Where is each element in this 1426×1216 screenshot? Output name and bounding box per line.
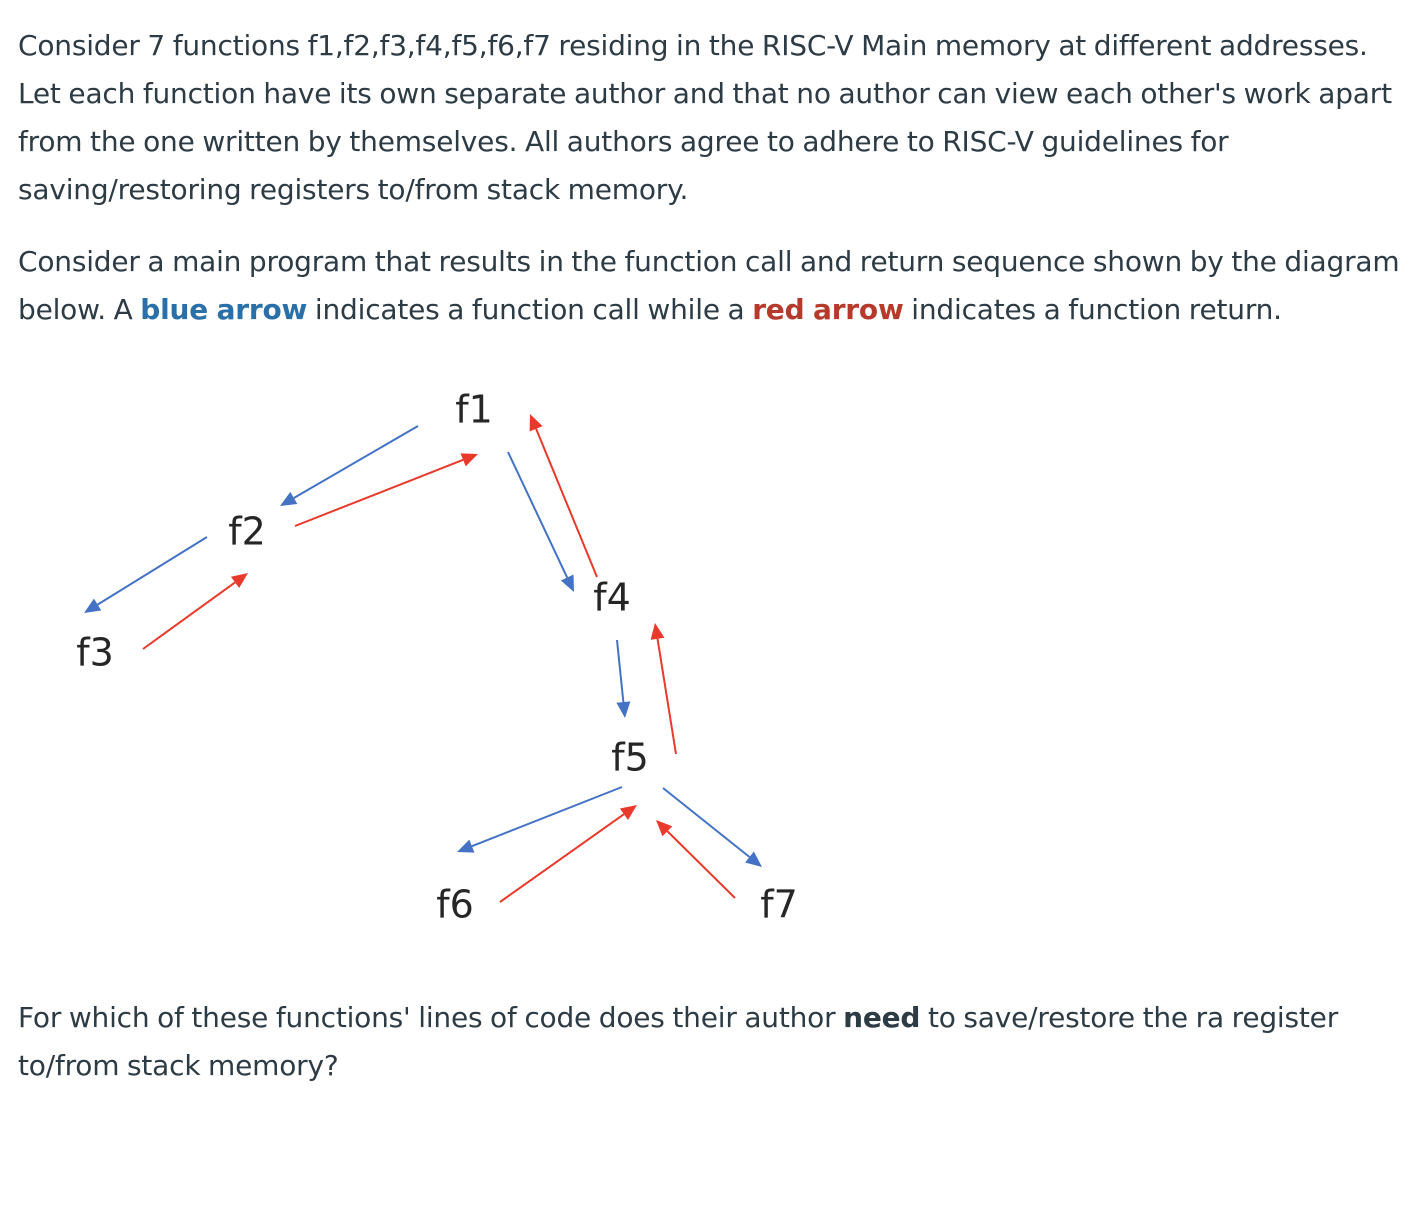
legend-text-middle: indicates a function call while a [307,293,753,326]
call-arrow-f1-to-f4 [508,452,574,592]
return-arrow-f7-to-f5 [656,820,735,898]
node-f6: f6 [436,882,474,927]
question-text-before: For which of these functions' lines of code does their author [18,1001,844,1034]
return-arrow-f3-to-f2 [143,573,248,649]
return-arrow-f5-to-f4 [651,623,676,754]
node-f7: f7 [760,882,798,927]
call-arrow-f4-to-f5 [616,640,630,718]
call-arrow-f2-to-f3 [84,537,207,613]
return-arrow-f6-to-f5 [500,805,637,902]
return-arrow-f4-to-f1 [530,414,597,577]
node-f2: f2 [228,509,266,554]
diagram-edges [84,414,762,902]
return-arrow-f2-to-f1 [295,453,478,526]
question-emphasis: need [843,1001,921,1034]
call-arrow-f5-to-f6 [457,787,622,853]
node-f1: f1 [455,387,493,432]
call-arrow-f1-to-f2 [280,426,418,506]
question-paragraph [18,994,1418,1090]
node-f3: f3 [76,630,114,675]
node-f4: f4 [593,575,631,620]
node-f5: f5 [611,735,649,780]
red-arrow-label: red arrow [752,293,904,326]
legend-text-before: Consider a main program that results in the function call and return sequence shown by the diagram below. A [18,245,1400,326]
intro-paragraph: Consider 7 functions f1,f2,f3,f4,f5,f6,f7 residing in the RISC-V Main memory at different addresses. Let each function have its own separate author and that no author can view each other's work apart from the one written by themselves. All authors agree to adhere to RISC-V guidelines for saving/restoring registers to/from stack memory. [18,29,1392,206]
blue-arrow-label: blue arrow [140,293,308,326]
legend-text-after: indicates a function return. [903,293,1282,326]
diagram-nodes [76,388,798,927]
question-text-after: to save/restore the ra register to/from stack memory? [18,1001,1339,1082]
call-arrow-f5-to-f7 [663,788,762,867]
